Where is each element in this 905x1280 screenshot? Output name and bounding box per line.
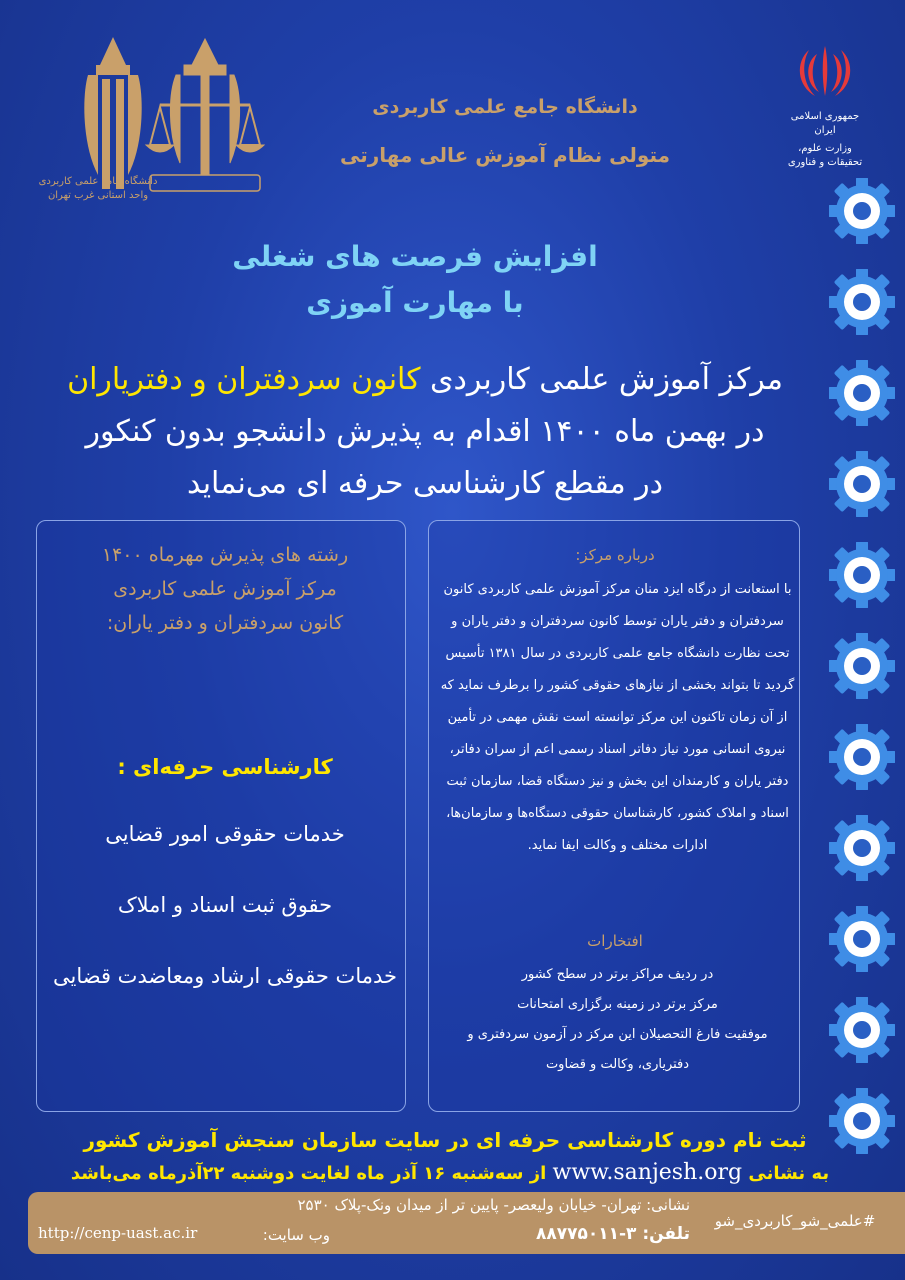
major-item: خدمات حقوقی امور قضایی: [105, 822, 345, 846]
building-icon: [829, 633, 895, 699]
worker-icon: [829, 178, 895, 244]
iran-emblem-logo: [780, 40, 870, 170]
majors-title-line-1: رشته های پذیرش مهرماه ۱۴۰۰: [101, 544, 349, 566]
emblem-caption-2: وزارت علوم، تحقیقات و فناوری: [787, 143, 863, 168]
registration-line-1: ثبت نام دوره کارشناسی حرفه ای در سایت سازمان سنجش آموزش کشور: [83, 1128, 807, 1152]
honor-item: موفقیت فارغ التحصیلان این مرکز در آزمون سردفتری و: [467, 1027, 768, 1042]
university-subtitle: متولی نظام آموزش عالی مهارتی: [340, 143, 670, 167]
about-body: با استعانت از درگاه ایزد منان مرکز آموزش علمی کاربردی کانون سردفتران و دفتر یاران توسط کانون سردفتران و دفتر یاران و تحت نظارت دانشگاه جامع علمی کاربردی در سال ۱۳۸۱ تأسیس گردید تا بتواند بخشی از نیازهای حقوقی کشور را برطرف نماید که از آن زمان تاکنون این مرکز توانسته است نقش مهمی در تأمین نیروی انسانی مورد نیاز دفاتر اسناد رسمی اعم از سران دفاتر، دفتر یاران و کارمندان این بخش و نیز دستگاه قضا، سازمان ثبت اسناد و املاک کشور، کارشناسان حقوقی دستگاه‌ها و سازمان‌ها، ادارات مختلف و وکالت ایفا نماید.: [440, 582, 795, 853]
registration-prefix: به نشانی: [742, 1163, 830, 1184]
intro-line-1-a: مرکز آموزش علمی کاربردی: [420, 362, 783, 397]
iran-emblem-icon: [795, 40, 855, 102]
uast-logo-caption-2: واحد استانی غرب تهران: [47, 190, 149, 201]
about-heading: درباره مرکز:: [575, 546, 655, 564]
website-link[interactable]: http://cenp-uast.ac.ir: [38, 1224, 198, 1242]
majors-title: [60, 538, 390, 640]
honors-list: [440, 960, 795, 1080]
headline-line-2: با مهارت آموزی: [306, 286, 524, 319]
intro-line-3: در مقطع کارشناسی حرفه ای می‌نماید: [186, 466, 664, 501]
honor-item: دفتریاری، وکالت و قضاوت: [545, 1057, 690, 1072]
headline-line-1: افزایش فرصت های شغلی: [232, 240, 598, 273]
website-label: وب سایت:: [262, 1226, 330, 1244]
intro-text: [40, 354, 810, 510]
honors-heading: افتخارات: [587, 932, 643, 950]
honor-item: در ردیف مراکز برتر در سطح کشور: [521, 967, 714, 982]
tractor-icon: [829, 269, 895, 335]
university-name: دانشگاه جامع علمی کاربردی: [372, 96, 638, 118]
address: نشانی: تهران- خیابان ولیعصر- پایین تر از میدان ونک-پلاک ۲۵۳۰: [297, 1196, 690, 1214]
airplane-icon: [829, 451, 895, 517]
center-logo: [140, 35, 270, 195]
majors-category: کارشناسی حرفه‌ای :: [117, 755, 333, 779]
wrench-icon: [829, 997, 895, 1063]
sewing-icon: [829, 724, 895, 790]
registration-line-2: [20, 1160, 880, 1185]
major-item: حقوق ثبت اسناد و املاک: [117, 893, 333, 917]
screwdriver-icon: [829, 1088, 895, 1154]
majors-title-line-3: کانون سردفتران و دفتر یاران:: [106, 612, 344, 634]
intro-highlight: کانون سردفتران و دفتریاران: [67, 362, 421, 397]
scales-of-justice-icon: [140, 35, 270, 195]
intro-line-1: [40, 354, 810, 406]
majors-title-line-2: مرکز آموزش علمی کاربردی: [113, 578, 337, 600]
uast-logo-caption-1: دانشگاه جامع علمی کاربردی: [38, 176, 158, 187]
sanjesh-link[interactable]: www.sanjesh.org: [552, 1160, 743, 1185]
hashtag: #علمی_شو_کاربردی_شو: [714, 1212, 876, 1230]
major-item: خدمات حقوقی ارشاد ومعاضدت قضایی: [53, 964, 397, 988]
tools-icon: [829, 542, 895, 608]
phone: تلفن: ۳-۸۸۷۷۵۰۱۱: [535, 1224, 690, 1244]
honor-item: مرکز برتر در زمینه برگزاری امتحانات: [517, 997, 718, 1012]
chef-icon: [829, 906, 895, 972]
camera-icon: [829, 360, 895, 426]
headline: [150, 234, 680, 326]
intro-line-2: در بهمن ماه ۱۴۰۰ اقدام به پذیرش دانشجو بدون کنکور: [85, 414, 765, 449]
emblem-caption-1: جمهوری اسلامی ایران: [790, 111, 860, 136]
film-camera-icon: [829, 815, 895, 881]
registration-dates: از سه‌شنبه ۱۶ آذر ماه لغایت دوشنبه ۲۲آذرماه می‌باشد: [70, 1163, 553, 1184]
